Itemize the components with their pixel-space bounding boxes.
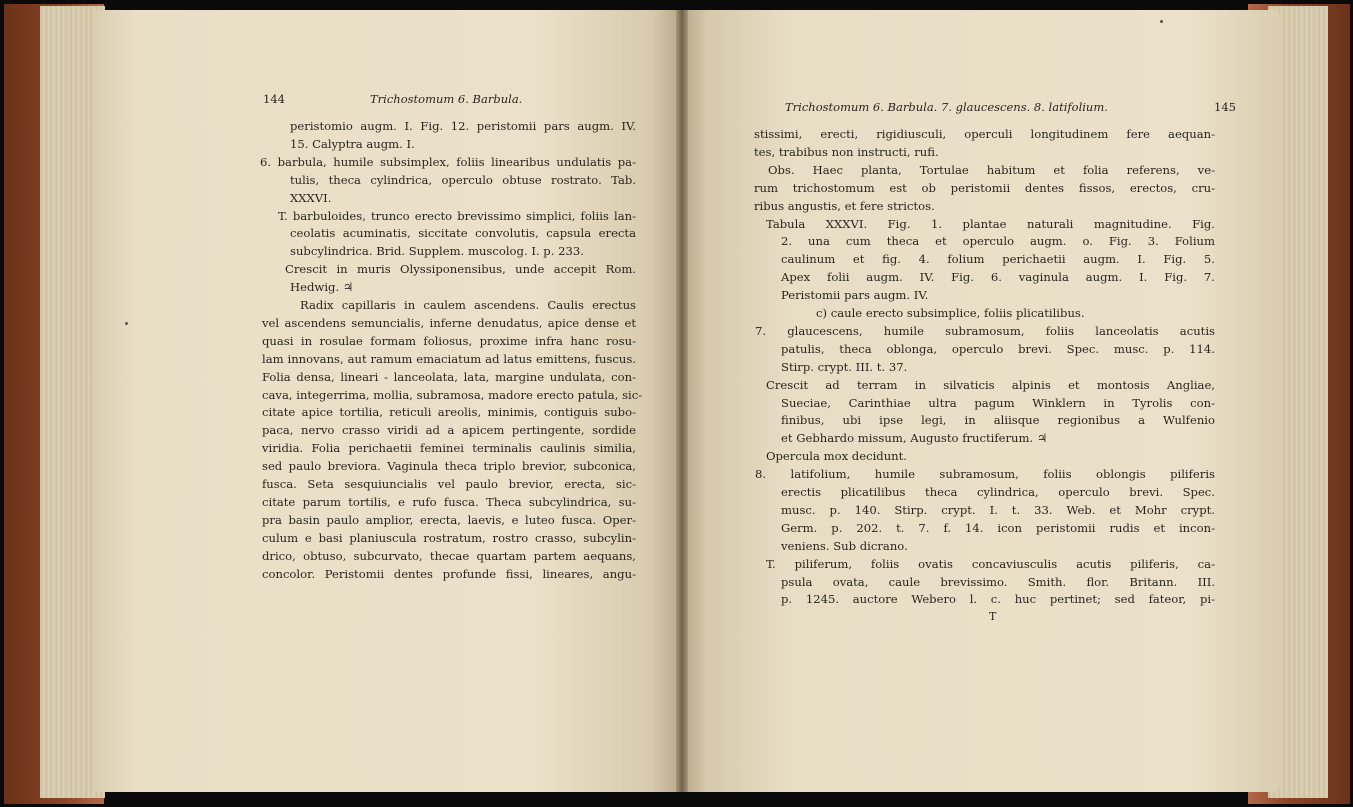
text-line: drico, obtuso, subcurvato, thecae quartam partem aequans,	[262, 549, 636, 563]
text-line: Crescit in muris Olyssiponensibus, unde accepit Rom.	[285, 262, 636, 276]
text-line: 7. glaucescens, humile subramosum, foliis lanceolatis acutis	[755, 324, 1215, 338]
text-line: Obs. Haec planta, Tortulae habitum et folia referens, ve-	[768, 163, 1215, 177]
text-line: quasi in rosulae formam foliosus, proxime infra hanc rosu-	[262, 334, 636, 348]
text-line: Stirp. crypt. III. t. 37.	[781, 360, 908, 374]
text-line: Peristomii pars augm. IV.	[781, 288, 929, 302]
text-line: Tabula XXXVI. Fig. 1. plantae naturali magnitudine. Fig.	[766, 217, 1215, 231]
text-line: psula ovata, caule brevissimo. Smith. flor. Britann. III.	[781, 575, 1215, 589]
page-number: 145	[1214, 100, 1236, 114]
page-number: 144	[263, 92, 285, 106]
text-line: tulis, theca cylindrica, operculo obtuse rostrato. Tab.	[290, 173, 636, 187]
text-line: patulis, theca oblonga, operculo brevi. Spec. musc. p. 114.	[781, 342, 1215, 356]
text-line: pra basin paulo amplior, erecta, laevis, e luteo fusca. Oper-	[262, 513, 636, 527]
text-line: Opercula mox decidunt.	[766, 449, 907, 463]
book-gutter	[676, 10, 688, 792]
text-line: sed paulo breviora. Vaginula theca triplo brevior, subconica,	[262, 459, 636, 473]
text-line: XXXVI.	[290, 191, 332, 205]
text-line: 2. una cum theca et operculo augm. o. Fig. 3. Folium	[781, 234, 1215, 248]
text-line: Apex folii augm. IV. Fig. 6. vaginula augm. I. Fig. 7.	[781, 270, 1215, 284]
text-line: veniens. Sub dicrano.	[781, 539, 908, 553]
text-line: viridia. Folia perichaetii feminei terminalis caulinis similia,	[262, 441, 636, 455]
text-line: cava, integerrima, mollia, subramosa, madore erecto patula, sic-	[262, 388, 643, 402]
text-line: vel ascendens semuncialis, inferne denudatus, apice dense et	[262, 316, 636, 330]
text-line: musc. p. 140. Stirp. crypt. I. t. 33. Web. et Mohr crypt.	[781, 503, 1215, 517]
text-line: c) caule erecto subsimplice, foliis plicatilibus.	[816, 306, 1085, 320]
text-line: stissimi, erecti, rigidiusculi, operculi longitudinem fere aequan-	[754, 127, 1215, 141]
text-line: Crescit ad terram in silvaticis alpinis et montosis Angliae,	[766, 378, 1215, 392]
text-line: peristomio augm. I. Fig. 12. peristomii pars augm. IV.	[290, 119, 636, 133]
text-line: lam innovans, aut ramum emaciatum ad latus emittens, fuscus.	[262, 352, 636, 366]
signature-mark: T	[989, 610, 997, 623]
text-line: T. piliferum, foliis ovatis concaviusculis acutis piliferis, ca-	[766, 557, 1215, 571]
text-line: citate apice tortilia, reticuli areolis, minimis, contiguis subo-	[262, 405, 636, 419]
text-line: p. 1245. auctore Webero l. c. huc pertinet; sed fateor, pi-	[781, 592, 1215, 606]
text-line: rum trichostomum est ob peristomii dentes fissos, erectos, cru-	[754, 181, 1215, 195]
text-line: finibus, ubi ipse legi, in aliisque regionibus a Wulfenio	[781, 413, 1215, 427]
text-line: 8. latifolium, humile subramosum, foliis oblongis piliferis	[755, 467, 1215, 481]
text-line: 6. barbula, humile subsimplex, foliis linearibus undulatis pa-	[260, 155, 636, 169]
speck	[125, 322, 128, 325]
running-head: Trichostomum 6. Barbula.	[370, 92, 523, 106]
text-line: Hedwig. ♃	[290, 280, 354, 294]
text-line: culum e basi planiuscula rostratum, rostro crasso, subcylin-	[262, 531, 636, 545]
text-line: fusca. Seta sesquiuncialis vel paulo brevior, erecta, sic-	[262, 477, 636, 491]
text-line: ceolatis acuminatis, siccitate convolutis, capsula erecta	[290, 226, 636, 240]
text-line: 15. Calyptra augm. I.	[290, 137, 415, 151]
text-line: Radix capillaris in caulem ascendens. Caulis erectus	[300, 298, 636, 312]
text-line: paca, nervo crasso viridi ad a apicem pertingente, sordide	[262, 423, 636, 437]
text-line: erectis plicatilibus theca cylindrica, operculo brevi. Spec.	[781, 485, 1215, 499]
text-line: ribus angustis, et fere strictos.	[754, 199, 935, 213]
text-line: caulinum et fig. 4. folium perichaetii augm. I. Fig. 5.	[781, 252, 1215, 266]
text-line: tes, trabibus non instructi, rufi.	[754, 145, 939, 159]
text-line: Germ. p. 202. t. 7. f. 14. icon peristomii rudis et incon-	[781, 521, 1215, 535]
text-line: et Gebhardo missum, Augusto fructiferum. ♃	[781, 431, 1048, 445]
text-line: T. barbuloides, trunco erecto brevissimo simplici, foliis lan-	[278, 209, 636, 223]
speck	[1160, 20, 1163, 23]
text-line: citate parum tortilis, e rufo fusca. Theca subcylindrica, su-	[262, 495, 636, 509]
text-line: concolor. Peristomii dentes profunde fissi, lineares, angu-	[262, 567, 636, 581]
running-head: Trichostomum 6. Barbula. 7. glaucescens. 8. latifolium.	[785, 100, 1108, 114]
text-line: subcylindrica. Brid. Supplem. muscolog. I. p. 233.	[290, 244, 584, 258]
text-line: Sueciae, Carinthiae ultra pagum Winklern in Tyrolis con-	[781, 396, 1215, 410]
text-line: Folia densa, lineari - lanceolata, lata, margine undulata, con-	[262, 370, 636, 384]
